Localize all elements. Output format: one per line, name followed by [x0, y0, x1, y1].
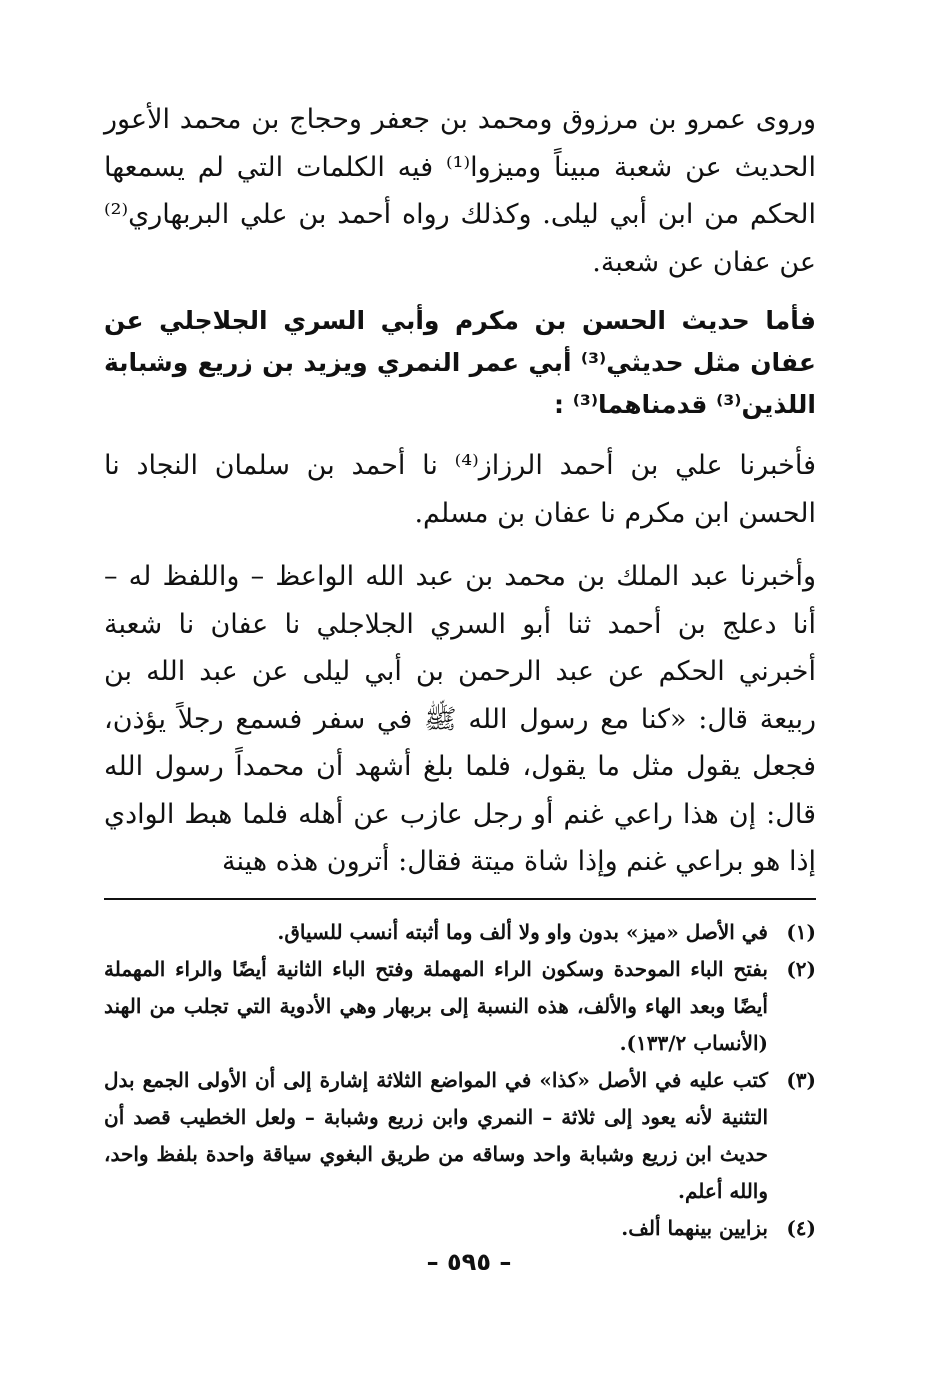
- footnotes: [104, 914, 816, 1247]
- page-body: [104, 96, 816, 1247]
- footnote-number: (١): [786, 919, 816, 944]
- footnote-4: [104, 1210, 816, 1247]
- paragraph-1: وروى عمرو بن مرزوق ومحمد بن جعفر وحجاج بن محمد الأعور الحديث عن شعبة مبيناً وميزوا⁽¹⁾ فيه الكلمات التي لم يسمعها الحكم من ابن أبي ليلى. وكذلك رواه أحمد بن علي البربهاري⁽²⁾ عن عفان عن شعبة.: [104, 104, 816, 278]
- paragraph-4: وأخبرنا عبد الملك بن محمد بن عبد الله الواعظ – واللفظ له – أنا دعلج بن أحمد ثنا أبو السري الجلاجلي نا عفان نا شعبة أخبرني الحكم عن عبد الرحمن بن أبي ليلى عن عبد الله بن ربيعة قال: «كنا مع رسول الله ﷺ في سفر فسمع رجلاً يؤذن، فجعل يقول مثل ما يقول، فلما بلغ أشهد أن محمداً رسول الله قال: إن هذا راعي غنم أو رجل عازب عن أهله فلما هبط الوادي إذا هو براعي غنم وإذا شاة ميتة فقال: أترون هذه هينة: [104, 561, 816, 877]
- footnote-text: كتب عليه في الأصل «كذا» في المواضع الثلاثة إشارة إلى أن الأولى الجمع بدل التثنية لأنه يعود إلى ثلاثة – النمري وابن زريع وشبابة – ولعل الخطيب قصد أن حديث ابن زريع وشبابة واحد وساقه من طريق البغوي سياقة واحدة بلفظ واحد، والله أعلم.: [104, 1067, 768, 1203]
- footnote-2: [104, 951, 816, 1062]
- footnote-text: بفتح الباء الموحدة وسكون الراء المهملة وفتح الباء الثانية أيضًا والراء المهملة أيضًا وبعد الهاء والألف، هذه النسبة إلى بربهار وهي الأدوية التي تجلب من الهند (الأنساب ١٣٣/٢).: [104, 956, 768, 1055]
- paragraph-2-heading: فأما حديث الحسن بن مكرم وأبي السري الجلاجلي عن عفان مثل حديثي⁽³⁾ أبي عمر النمري ويزيد بن زريع وشبابة اللذين⁽³⁾ قدمناهما⁽³⁾ :: [104, 306, 817, 419]
- page-number: – ٥٩٥ –: [426, 1248, 512, 1276]
- footnote-divider: [104, 898, 816, 900]
- footnote-number: (٢): [786, 956, 816, 981]
- footnote-number: (٤): [786, 1215, 816, 1240]
- footnote-text: في الأصل «ميز» بدون واو ولا ألف وما أثبته أنسب للسياق.: [277, 919, 768, 944]
- footnote-text: بزايين بينهما ألف.: [621, 1215, 768, 1240]
- paragraph-3: فأخبرنا علي بن أحمد الرزاز⁽⁴⁾ نا أحمد بن سلمان النجاد نا الحسن ابن مكرم نا عفان بن مسلم.: [104, 450, 816, 529]
- footnote-1: [104, 914, 816, 951]
- footnote-3: [104, 1062, 816, 1210]
- footnote-number: (٣): [786, 1067, 816, 1092]
